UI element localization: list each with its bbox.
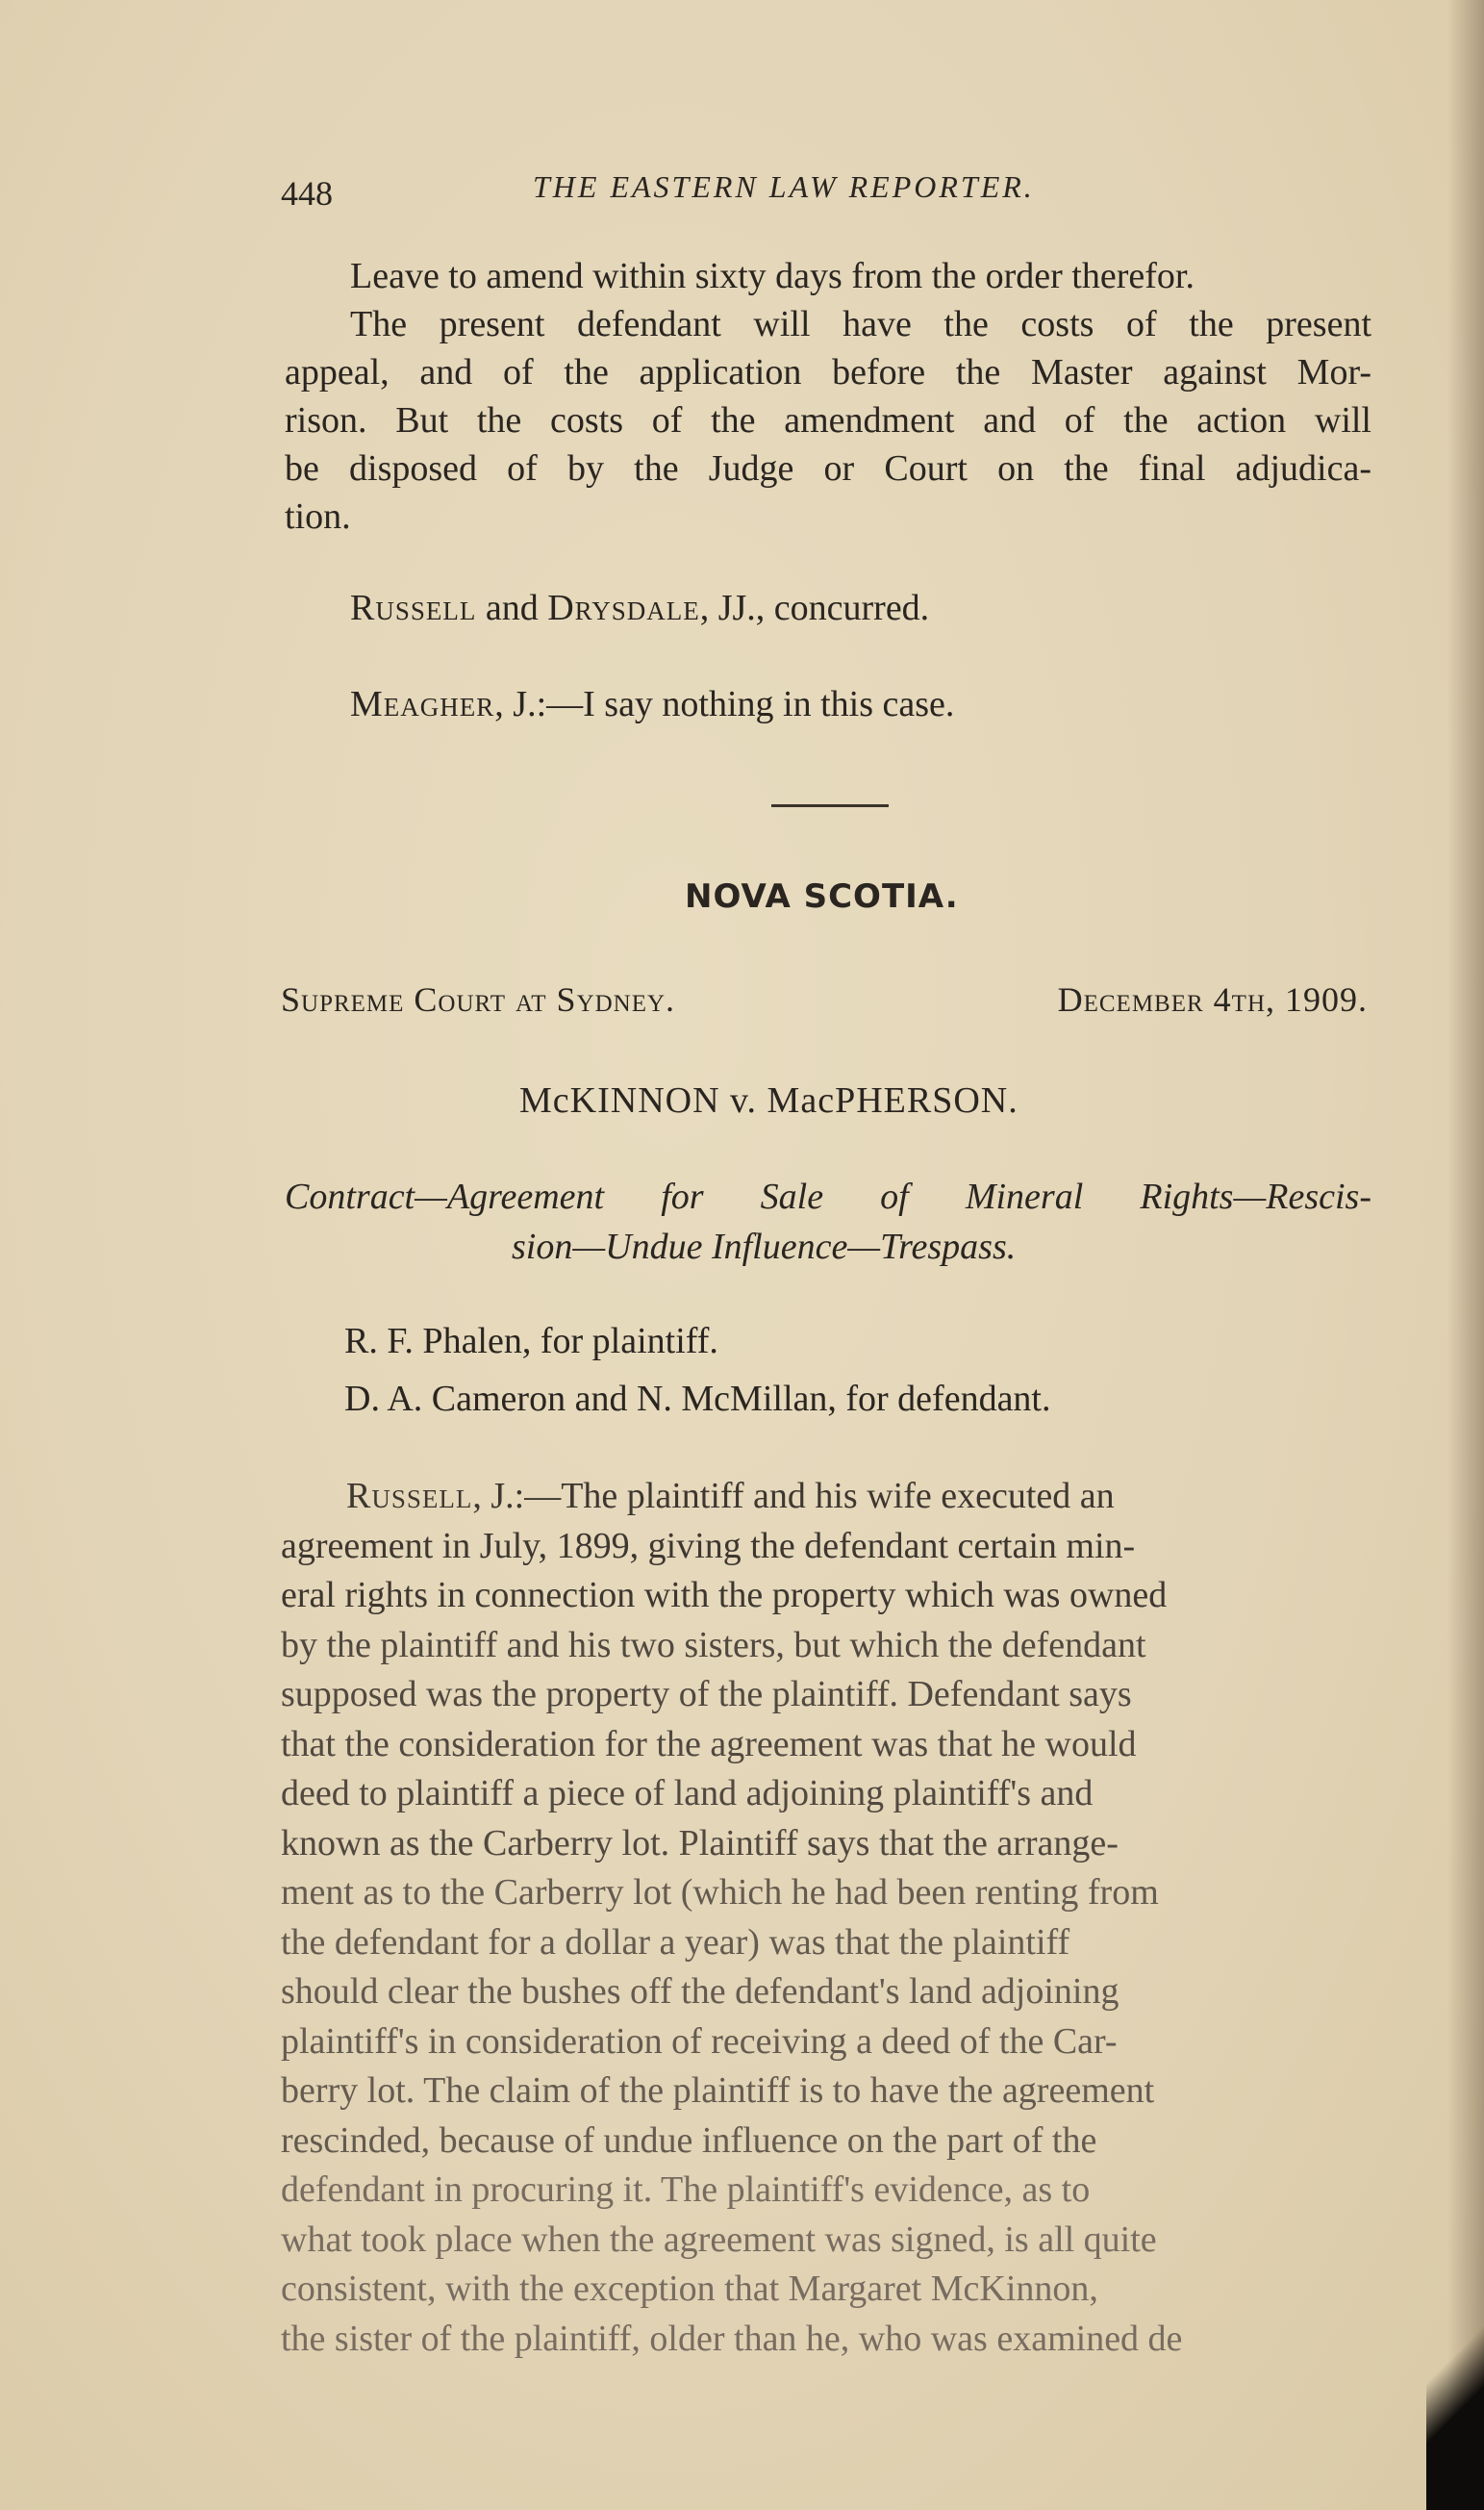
text-line: should clear the bushes off the defendant's land adjoining (281, 1971, 1119, 2012)
counsel-plaintiff: R. F. Phalen, for plaintiff. (344, 1321, 718, 1361)
text-line: rescinded, because of undue influence on the part of the (281, 2119, 1097, 2161)
text-line: what took place when the agreement was signed, is all quite (281, 2218, 1157, 2260)
text-line: by the plaintiff and his two sisters, but which the defendant (281, 1624, 1146, 1665)
text-line: deed to plaintiff a piece of land adjoining plaintiff's and (281, 1773, 1094, 1813)
counsel-defendant: D. A. Cameron and N. McMillan, for defendant. (344, 1379, 1051, 1419)
text-line: Leave to amend within sixty days from the order therefor. (350, 256, 1195, 296)
text-line (281, 1472, 1387, 1522)
text-line: rison. But the costs of the amendment and of the action will (285, 400, 1371, 441)
headnote (285, 1172, 1371, 1272)
text-line: the sister of the plaintiff, older than he, who was examined de (281, 2318, 1183, 2359)
text-line: eral rights in connection with the property which was owned (281, 1575, 1168, 1615)
section-divider (771, 804, 889, 807)
judge-name: Russell (346, 1476, 473, 1516)
text-line: be disposed of by the Judge or Court on the final adjudica- (285, 448, 1371, 489)
text-line: supposed was the property of the plaintiff. Defendant says (281, 1674, 1132, 1714)
case-title: McKINNON v. MacPHERSON. (519, 1080, 1019, 1121)
meagher-line (350, 683, 954, 725)
paragraph (285, 252, 1371, 541)
court-name: Supreme Court at Sydney. (281, 980, 676, 1019)
section-title: NOVA SCOTIA. (685, 877, 959, 916)
text-line: berry lot. The claim of the plaintiff is to have the agreement (281, 2070, 1155, 2111)
text-line: The present defendant will have the costs of the present (350, 304, 1371, 344)
text-line-content: , J.:—The plaintiff and his wife executed an (472, 1476, 1115, 1516)
text-line: consistent, with the exception that Margaret McKinnon, (281, 2269, 1098, 2309)
text-line: agreement in July, 1899, giving the defendant certain min- (281, 1525, 1136, 1566)
meagher-text: , J.:—I say nothing in this case. (494, 684, 955, 724)
headnote-line: Contract—Agreement for Sale of Mineral Rights—Rescis- (285, 1177, 1371, 1217)
opening-paragraph (285, 252, 1371, 541)
text-line: the defendant for a dollar a year) was that the plaintiff (281, 1921, 1070, 1963)
headnote-line: sion—Undue Influence—Trespass. (512, 1227, 1017, 1267)
decision-date: December 4th, 1909. (1057, 980, 1368, 1019)
judge-name: Meagher (350, 684, 495, 724)
judge-name: Drysdale (547, 588, 700, 628)
running-header (281, 169, 1348, 217)
running-title: THE EASTERN LAW REPORTER. (533, 169, 1035, 204)
text-line: appeal, and of the application before the Master against Mor- (285, 352, 1371, 393)
text-line: ment as to the Carberry lot (which he had been renting from (281, 1872, 1159, 1913)
judge-name: Russell (350, 588, 477, 628)
text-line: that the consideration for the agreement was that he would (281, 1723, 1137, 1764)
page-number: 448 (281, 174, 333, 213)
judgment-paragraph (281, 1472, 1387, 2364)
text-line: defendant in procuring it. The plaintiff's evidence, as to (281, 2169, 1091, 2210)
text-line: tion. (285, 496, 351, 537)
conjunction: and (476, 588, 548, 628)
concurrence-line (350, 587, 929, 629)
page-edge-shadow (1447, 0, 1484, 2510)
concurrence-text: , JJ., concurred. (699, 588, 930, 628)
page-corner-shadow (1426, 2260, 1484, 2510)
text-line: known as the Carberry lot. Plaintiff says that the arrange- (281, 1822, 1119, 1863)
text-line: plaintiff's in consideration of receiving a deed of the Car- (281, 2020, 1118, 2062)
